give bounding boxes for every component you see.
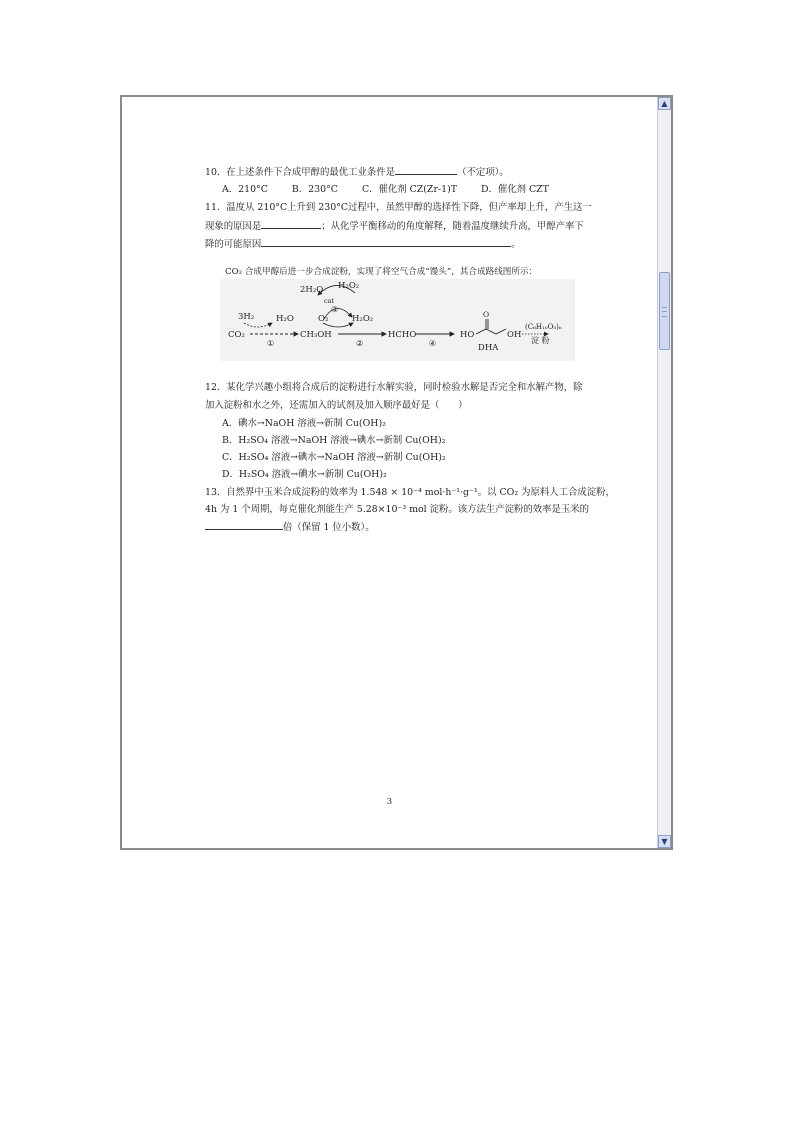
q10-stem xyxy=(205,165,509,179)
q12-option-c: C．H₂SO₄ 溶液→碘水→NaOH 溶液→新制 Cu(OH)₂ xyxy=(222,452,446,463)
q12-line2: 加入淀粉和水之外，还需加入的试剂及加入顺序最好是（ ） xyxy=(205,400,468,411)
q13-line2: 4h 为 1 个周期，每克催化剂能生产 5.28×10⁻³ mol 淀粉。该方法生产淀粉的效率是玉米的 xyxy=(205,504,589,515)
label-o: O xyxy=(483,310,490,319)
q13-answer-blank xyxy=(205,520,283,530)
label-hcho: HCHO xyxy=(388,330,417,340)
q10-text: 10．在上述条件下合成甲醇的最优工业条件是 xyxy=(205,167,396,178)
label-co2: CO₂ xyxy=(228,330,245,340)
label-o2: O₂ xyxy=(318,314,329,324)
q11-line3-start: 降的可能原因 xyxy=(205,239,262,250)
label-2h2o: 2H₂O xyxy=(300,285,324,295)
step2-label: ② xyxy=(356,339,364,348)
step4-label: ④ xyxy=(429,339,437,348)
label-h2o-a: H₂O xyxy=(276,314,294,324)
label-ch3oh: CH₃OH xyxy=(300,330,332,340)
q10-option-d: D．催化剂 CZT xyxy=(480,184,549,195)
q10-suffix: （不定项）。 xyxy=(457,167,509,178)
label-starch: 淀 粉 xyxy=(531,336,550,345)
q11-line3-end: 。 xyxy=(511,239,521,250)
q11-line2-start: 现象的原因是 xyxy=(205,221,262,232)
chevron-up-icon: ▲ xyxy=(661,99,668,108)
grip-icon xyxy=(662,307,667,317)
vertical-scrollbar[interactable] xyxy=(657,97,671,848)
label-starch-formula: (C₆H₁₀O₅)ₙ xyxy=(525,323,562,331)
label-cat: cat xyxy=(324,297,335,305)
q10-option-a: A．210°C xyxy=(222,184,268,195)
document-viewer xyxy=(120,95,673,850)
chevron-down-icon: ▼ xyxy=(661,837,668,846)
label-oh: OH xyxy=(507,330,522,340)
scrollbar-thumb[interactable] xyxy=(659,272,670,350)
q10-answer-blank xyxy=(395,165,457,175)
q11-line2 xyxy=(205,219,584,233)
q13-line3 xyxy=(205,520,375,534)
document-page xyxy=(122,97,657,848)
q10-option-b: B．230°C xyxy=(291,184,338,195)
label-dha: DHA xyxy=(478,343,499,353)
q10-option-c: C．催化剂 CZ(Zr-1)T xyxy=(361,184,457,195)
scroll-down-button[interactable] xyxy=(658,835,671,848)
dha-chain xyxy=(476,329,506,334)
h2-in-arrow xyxy=(244,323,272,327)
label-h2o2-a: H₂O₂ xyxy=(352,314,374,324)
q11-blank-2 xyxy=(261,237,511,247)
q11-line3 xyxy=(205,237,521,251)
synthesis-route-diagram xyxy=(220,279,575,361)
q13-line1: 13．自然界中玉米合成淀粉的效率为 1.548 × 10⁻⁴ mol·h⁻¹·g⁻¹。以 CO₂ 为原料人工合成淀粉， xyxy=(205,487,615,498)
q12-line1: 12．某化学兴趣小组将合成后的淀粉进行水解实验，同时检验水解是否完全和水解产物，除 xyxy=(205,382,583,393)
q11-blank-1 xyxy=(261,219,321,229)
q10-options xyxy=(222,183,549,196)
step3-label: ③ xyxy=(331,305,339,314)
q11-line1: 11．温度从 210°C上升到 230°C过程中，虽然甲醇的选择性下降，但产率却上升，产生这一 xyxy=(205,202,592,213)
q11-line2-end: ；从化学平衡移动的角度解释，随着温度继续升高，甲醇产率下 xyxy=(321,221,584,232)
label-h2o2-top: H₂O₂ xyxy=(338,281,360,291)
step1-label: ① xyxy=(267,339,275,348)
synthesis-route-svg xyxy=(220,279,575,361)
label-ho: HO xyxy=(460,330,475,340)
page-number: 3 xyxy=(386,797,393,807)
q12-option-d: D．H₂SO₄ 溶液→碘水→新制 Cu(OH)₂ xyxy=(222,469,387,480)
q12-option-a: A．碘水→NaOH 溶液→新制 Cu(OH)₂ xyxy=(222,418,386,429)
diagram-caption: CO₂ 合成甲醇后进一步合成淀粉，实现了将空气合成“馒头”，其合成路线图所示： xyxy=(225,267,538,277)
scroll-up-button[interactable] xyxy=(658,97,671,110)
q12-option-b: B．H₂SO₄ 溶液→NaOH 溶液→碘水→新制 Cu(OH)₂ xyxy=(222,435,446,446)
q13-line3-text: 倍（保留 1 位小数）。 xyxy=(283,522,375,533)
label-3h2: 3H₂ xyxy=(238,312,255,322)
